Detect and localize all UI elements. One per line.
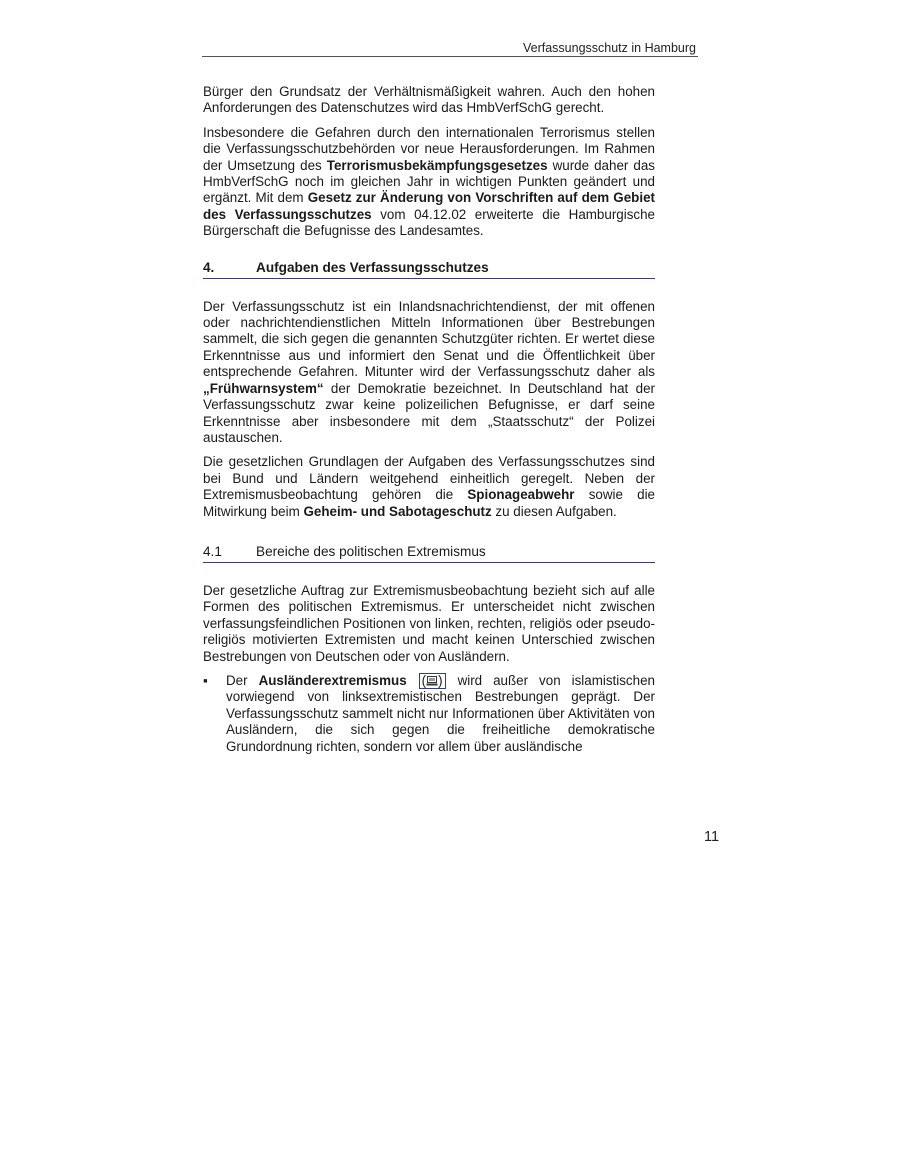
bold-term: Terrorismusbekämpfungsgesetzes [326,157,548,173]
section-number: 4.1 [203,543,222,559]
text: Der Verfassungsschutz ist ein Inlandsnachrichtendienst, der mit offenen oder nachrichtendienstlichen Mitteln Informationen über Bestrebungen sammelt, die sich gegen die genannten Schutzgüter richten. Er wertet diese Erkenntnisse aus und informiert den Senat und die Öffentlichkeit über entsprechende Gefahren. Mitunter wird der Verfassungsschutz daher als [203,298,655,380]
paragraph [203,299,655,447]
section-number: 4. [203,259,215,275]
header-title: Verfassungsschutz in Hamburg [522,41,696,55]
text: Der gesetzliche Auftrag zur Extremismusbeobachtung bezieht sich auf alle Formen des politischen Extremismus. Er unterscheidet nicht zwischen verfassungsfeindlichen Positionen von linken, rechten, religiös oder pseudo-religiös motivierten Extremisten und macht keinen Unterschied zwischen Bestrebungen von Deutschen oder von Ausländern. [203,582,655,664]
bold-term: Geheim- und Sabotageschutz [303,503,492,519]
bold-term: Ausländerextremismus [258,672,407,688]
section-heading-4 [203,260,655,279]
text: der Demokratie bezeichnet. In Deutschland hat der Verfassungsschutz zwar keine polizeilichen Befugnisse, er darf seine Erkenntnisse aber insbesondere mit dem „Staatsschutz“ der Polizei austauschen. [203,380,655,445]
text: vom 04.12.02 erweiterte die Hamburgische Bürgerschaft die Befugnisse des Landesamtes. [203,206,655,239]
text: wurde daher das HmbVerfSchG noch im gleichen Jahr in wichtigen Punkten geändert und ergänzt. Mit dem [203,157,655,206]
text: wird außer von islamistischen vorwiegend von linksextremistischen Bestrebungen geprägt. Der Verfassungsschutz sammelt nicht nur Informationen über Aktivitäten von Ausländern, die sich gegen die freiheitliche demokratische Grundordnung richten, sondern vor allem über ausländische [226,672,655,754]
text: sowie die Mitwirkung beim [203,487,655,519]
list-item [203,673,655,755]
paragraph [203,454,655,520]
bold-term: Gesetz zur Änderung von Vorschriften auf dem Gebiet des Verfassungsschutzes [203,190,655,222]
cross-reference-link[interactable] [419,673,446,689]
text: Die gesetzlichen Grundlagen der Aufgaben des Verfassungsschutzes sind bei Bund und Ländern weitgehend einheitlich geregelt. Neben der Extremismusbeobachtung gehören die [203,454,655,503]
text: Der [226,672,259,688]
text: Bürger den Grundsatz der Verhältnismäßigkeit wahren. Auch den hohen Anforderungen des Datenschutzes wird das HmbVerfSchG gerecht. [203,84,655,116]
paren: ( [421,672,427,688]
paragraph [203,84,655,117]
bold-term: „Frühwarnsystem“ [203,380,324,396]
text: Insbesondere die Gefahren durch den internationalen Terrorismus stellen die Verfassungsschutzbehörden vor neue Herausforderungen. Im Rahmen der Umsetzung des [203,124,655,173]
paren: ) [438,672,443,688]
header-rule [202,56,698,57]
section-heading-4-1 [203,544,655,563]
computer-icon [426,676,438,686]
bold-term: Spionageabwehr [467,487,575,503]
page-content [203,84,655,755]
page-number: 11 [704,829,720,845]
paragraph [203,583,655,665]
section-title: Bereiche des politischen Extremismus [256,543,486,559]
bullet-list [203,673,655,755]
section-title: Aufgaben des Verfassungsschutzes [256,259,489,275]
text: zu diesen Aufgaben. [491,503,617,519]
paragraph [203,125,655,240]
bullet-marker: ▪ [203,672,208,688]
